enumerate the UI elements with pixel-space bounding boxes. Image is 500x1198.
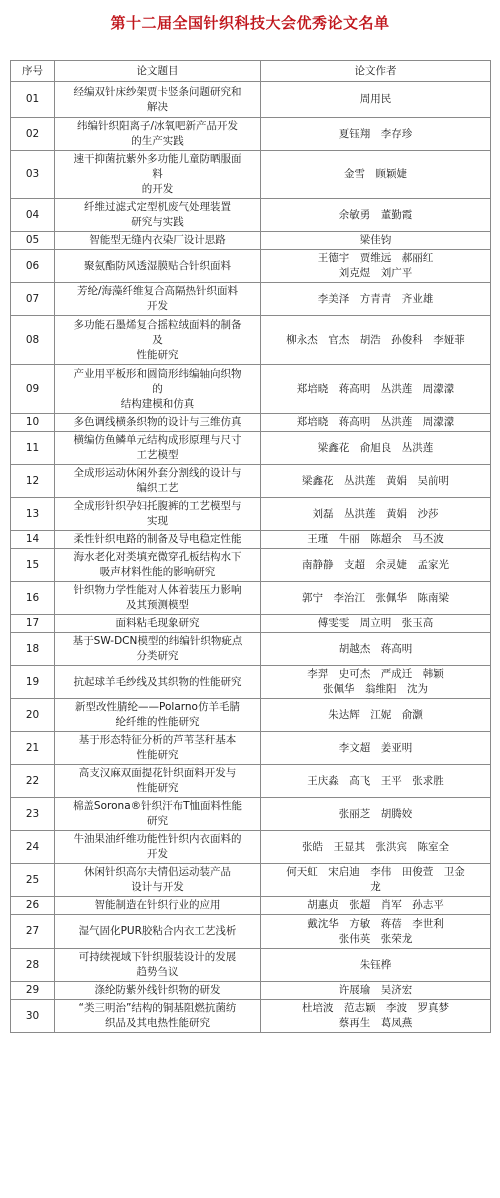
paper-title-line: 全成形运动休闲外套分割线的设计与	[73, 467, 242, 479]
row-number: 09	[11, 365, 55, 414]
row-number: 23	[11, 798, 55, 831]
row-number: 05	[11, 232, 55, 250]
table-row	[11, 151, 491, 199]
table-row	[11, 498, 491, 531]
paper-authors	[261, 915, 491, 949]
paper-title-line: 研究与实践	[131, 216, 184, 228]
authors-line: 王庆淼 高飞 王平 张求胜	[307, 774, 444, 787]
paper-title	[55, 549, 261, 582]
table-row	[11, 864, 491, 897]
table-row	[11, 1000, 491, 1033]
paper-authors	[261, 414, 491, 432]
row-number: 15	[11, 549, 55, 582]
paper-title-line: 实现	[147, 515, 168, 527]
table-row	[11, 982, 491, 1000]
row-number: 10	[11, 414, 55, 432]
paper-title-line: 新型改性腈纶——Polarno仿羊毛腈	[75, 701, 240, 713]
authors-line: 李文超 姜亚明	[338, 741, 413, 754]
table-row	[11, 365, 491, 414]
row-number: 04	[11, 199, 55, 232]
paper-title	[55, 915, 261, 949]
header-authors: 论文作者	[261, 61, 491, 82]
paper-title-line: 纬编针织阳离子/冰氧吧新产品开发	[76, 120, 239, 132]
paper-title-line: 速干抑菌抗紫外多功能儿童防晒服面	[73, 153, 242, 165]
paper-title	[55, 199, 261, 232]
authors-line: 张丽芝 胡腾姣	[338, 807, 413, 820]
paper-authors	[261, 666, 491, 699]
paper-title-line: 开发	[147, 300, 168, 312]
paper-title-line: 针织物力学性能对人体着装压力影响	[73, 584, 242, 596]
authors-line: 南静静 支超 余灵婕 孟家光	[302, 558, 449, 571]
paper-authors	[261, 465, 491, 498]
paper-title	[55, 82, 261, 118]
paper-authors	[261, 549, 491, 582]
row-number: 16	[11, 582, 55, 615]
paper-title	[55, 699, 261, 732]
authors-line: 周用民	[359, 93, 392, 105]
row-number: 29	[11, 982, 55, 1000]
paper-title-line: 涤纶防紫外线针织物的研发	[94, 984, 221, 996]
authors-line: 王德宇 贾维远 郝丽红	[317, 252, 434, 264]
paper-authors	[261, 633, 491, 666]
paper-authors	[261, 151, 491, 199]
row-number: 18	[11, 633, 55, 666]
paper-title	[55, 633, 261, 666]
authors-line: 刘克煜 刘广平	[338, 267, 413, 279]
table-row	[11, 897, 491, 915]
table-row	[11, 615, 491, 633]
paper-title	[55, 864, 261, 897]
row-number: 25	[11, 864, 55, 897]
paper-authors	[261, 316, 491, 365]
row-number: 13	[11, 498, 55, 531]
authors-line: 余敏勇 董勤霞	[338, 208, 413, 221]
row-number: 06	[11, 250, 55, 283]
authors-line: 夏钰翔 李存珍	[338, 127, 413, 140]
paper-title	[55, 414, 261, 432]
paper-title	[55, 798, 261, 831]
paper-title	[55, 1000, 261, 1033]
authors-line: 蔡再生 葛凤燕	[338, 1017, 413, 1029]
paper-title-line: 经编双针床纱架贾卡竖条问题研究和	[73, 85, 242, 98]
table-row	[11, 732, 491, 765]
header-paper-title: 论文题目	[55, 61, 261, 82]
row-number: 01	[11, 82, 55, 118]
paper-authors	[261, 232, 491, 250]
paper-title-line: 抗起球羊毛纱线及其织物的性能研究	[73, 675, 242, 688]
paper-title-line: 设计与开发	[131, 881, 184, 893]
row-number: 28	[11, 949, 55, 982]
paper-title	[55, 250, 261, 283]
row-number: 22	[11, 765, 55, 798]
paper-title-line: 工艺模型	[136, 449, 179, 461]
paper-title	[55, 949, 261, 982]
authors-line: 朱钰桦	[359, 958, 392, 971]
paper-authors	[261, 699, 491, 732]
paper-authors	[261, 765, 491, 798]
paper-title	[55, 365, 261, 414]
table-row	[11, 118, 491, 151]
authors-line: 王瑾 牛丽 陈超余 马丕波	[307, 533, 444, 545]
paper-title-line: 面料粘毛现象研究	[115, 617, 200, 629]
row-number: 11	[11, 432, 55, 465]
paper-title	[55, 615, 261, 633]
paper-authors	[261, 949, 491, 982]
authors-line: 张皓 王显其 张洪宾 陈室全	[302, 840, 449, 853]
row-number: 02	[11, 118, 55, 151]
authors-line: 金雪 顾颖婕	[344, 168, 407, 180]
table-row	[11, 82, 491, 118]
paper-title-line: 智能型无缝内衣染厂设计思路	[89, 234, 226, 246]
paper-title	[55, 732, 261, 765]
paper-authors	[261, 582, 491, 615]
paper-authors	[261, 831, 491, 864]
paper-title-line: 多功能石墨烯复合摇粒绒面料的制备	[73, 318, 242, 331]
paper-title-line: 高支汉麻双面提花针织面料开发与	[78, 767, 237, 779]
paper-title	[55, 151, 261, 199]
paper-authors	[261, 982, 491, 1000]
paper-title-line: 多色调线横条织物的设计与三维仿真	[73, 416, 242, 428]
authors-line: 龙	[370, 881, 381, 893]
authors-line: 戴沈华 方敏 蒋蓓 李世利	[307, 917, 444, 930]
paper-authors	[261, 365, 491, 414]
table-row	[11, 283, 491, 316]
paper-title-line: 的	[152, 382, 163, 395]
paper-authors	[261, 283, 491, 316]
paper-authors	[261, 199, 491, 232]
authors-line: 张佩华 翁维阳 沈为	[323, 683, 428, 695]
paper-title	[55, 765, 261, 798]
paper-title-line: 解决	[147, 100, 168, 113]
row-number: 21	[11, 732, 55, 765]
row-number: 03	[11, 151, 55, 199]
row-number: 27	[11, 915, 55, 949]
paper-title-line: 分类研究	[136, 650, 179, 662]
paper-title	[55, 897, 261, 915]
table-row	[11, 432, 491, 465]
paper-authors	[261, 498, 491, 531]
paper-authors	[261, 250, 491, 283]
paper-title-line: 可持续视域下针织服装设计的发展	[78, 951, 237, 963]
paper-title-line: 纤维过滤式定型机废气处理装置	[84, 201, 231, 213]
paper-authors	[261, 732, 491, 765]
paper-title-line: 性能研究	[136, 782, 179, 794]
paper-title-line: 编织工艺	[136, 482, 179, 494]
paper-title-line: 性能研究	[136, 348, 179, 361]
paper-title-line: “类三明治”结构的铜基阻燃抗菌纺	[78, 1002, 237, 1014]
paper-title-line: 基于SW-DCN模型的纬编针织物疵点	[72, 635, 243, 647]
paper-title-line: 开发	[147, 848, 168, 860]
paper-authors	[261, 798, 491, 831]
table-row	[11, 666, 491, 699]
table-row	[11, 633, 491, 666]
paper-title	[55, 982, 261, 1000]
authors-line: 李美泽 方青青 齐业雄	[317, 292, 434, 305]
authors-line: 梁佳钧	[359, 234, 392, 246]
row-number: 12	[11, 465, 55, 498]
table-header-row	[11, 61, 491, 82]
paper-title	[55, 498, 261, 531]
paper-title-line: 及其预测模型	[126, 599, 189, 611]
row-number: 07	[11, 283, 55, 316]
award-table	[10, 60, 491, 1033]
paper-title-line: 吸声材料性能的影响研究	[99, 566, 216, 578]
paper-title	[55, 432, 261, 465]
paper-title-line: 聚氨酯防风透湿膜贴合针织面料	[84, 259, 231, 272]
table-row	[11, 798, 491, 831]
paper-title-line: 智能制造在针织行业的应用	[94, 899, 221, 911]
table-row	[11, 949, 491, 982]
paper-title	[55, 582, 261, 615]
paper-title-line: 基于形态特征分析的芦苇茎秆基本	[78, 734, 237, 746]
paper-authors	[261, 82, 491, 118]
authors-line: 许展瑜 吴济宏	[338, 984, 413, 996]
row-number: 08	[11, 316, 55, 365]
paper-title	[55, 118, 261, 151]
paper-authors	[261, 432, 491, 465]
table-row	[11, 582, 491, 615]
row-number: 30	[11, 1000, 55, 1033]
paper-title	[55, 232, 261, 250]
paper-title	[55, 531, 261, 549]
paper-authors	[261, 615, 491, 633]
paper-title-line: 湿气固化PUR胶粘合内衣工艺浅析	[78, 925, 237, 937]
authors-line: 郭宁 李治江 张佩华 陈南梁	[302, 591, 449, 604]
paper-title-line: 产业用平板形和圆筒形纬编轴向织物	[73, 367, 242, 380]
authors-line: 胡惠贞 张超 肖军 孙志平	[307, 899, 444, 911]
paper-title-line: 的生产实践	[131, 135, 184, 147]
table-row	[11, 316, 491, 365]
authors-line: 梁鑫花 丛洪莲 黄娟 吴前明	[302, 474, 449, 487]
paper-title-line: 休闲针织高尔夫情侣运动装产品	[84, 866, 231, 878]
paper-title	[55, 831, 261, 864]
row-number: 26	[11, 897, 55, 915]
paper-authors	[261, 531, 491, 549]
page-title: 第十二届全国针织科技大会优秀论文名单	[110, 14, 390, 32]
paper-authors	[261, 1000, 491, 1033]
table-row	[11, 465, 491, 498]
row-number: 19	[11, 666, 55, 699]
table-row	[11, 549, 491, 582]
authors-line: 梁鑫花 俞旭良 丛洪莲	[317, 441, 434, 454]
paper-title-line: 的开发	[141, 183, 174, 195]
row-number: 20	[11, 699, 55, 732]
table-row	[11, 699, 491, 732]
paper-title-line: 芳纶/海藻纤维复合高隔热针织面料	[76, 285, 239, 297]
header-number: 序号	[11, 61, 55, 82]
table-row	[11, 199, 491, 232]
authors-line: 刘磊 丛洪莲 黄娟 沙莎	[312, 507, 439, 520]
paper-title	[55, 465, 261, 498]
paper-title	[55, 316, 261, 365]
paper-title-line: 柔性针织电路的制备及导电稳定性能	[73, 533, 242, 545]
authors-line: 张伟英 张荣龙	[338, 932, 413, 945]
paper-title	[55, 666, 261, 699]
authors-line: 郑培晓 蒋高明 丛洪莲 周濛濛	[296, 382, 455, 395]
row-number: 17	[11, 615, 55, 633]
paper-title-line: 全成形针织孕妇托腹裤的工艺模型与	[73, 500, 242, 512]
row-number: 14	[11, 531, 55, 549]
authors-line: 柳永杰 官杰 胡浩 孙俊科 李娅菲	[286, 333, 465, 346]
authors-line: 郑培晓 蒋高明 丛洪莲 周濛濛	[296, 416, 455, 428]
authors-line: 何天虹 宋启迪 李伟 田俊萱 卫金	[286, 866, 465, 878]
authors-line: 李羿 史可杰 严成迁 韩颖	[307, 668, 444, 680]
paper-authors	[261, 864, 491, 897]
table-row	[11, 831, 491, 864]
paper-title-line: 横编仿鱼鳞单元结构成形原理与尺寸	[73, 434, 242, 446]
paper-title-line: 性能研究	[136, 749, 179, 761]
row-number: 24	[11, 831, 55, 864]
authors-line: 胡越杰 蒋高明	[338, 642, 413, 655]
paper-title-line: 织品及其电热性能研究	[105, 1017, 210, 1029]
table-row	[11, 531, 491, 549]
paper-title-line: 结构建模和仿真	[120, 397, 195, 410]
table-row	[11, 765, 491, 798]
paper-title-line: 海水老化对类填充微穿孔板结构水下	[73, 551, 242, 563]
paper-authors	[261, 897, 491, 915]
paper-title-line: 棉盖Sorona®针织汗布T恤面料性能	[72, 800, 243, 812]
paper-title-line: 纶纤维的性能研究	[115, 716, 200, 728]
authors-line: 杜培波 范志颖 李波 罗真梦	[302, 1002, 449, 1014]
paper-title-line: 趋势刍议	[136, 966, 179, 978]
table-row	[11, 414, 491, 432]
paper-title-line: 及	[152, 333, 163, 346]
table-row	[11, 232, 491, 250]
paper-authors	[261, 118, 491, 151]
authors-line: 傅雯雯 周立明 张玉高	[317, 617, 434, 629]
paper-title-line: 研究	[147, 815, 168, 827]
authors-line: 朱达辉 江妮 俞灏	[328, 708, 423, 721]
table-row	[11, 250, 491, 283]
table-row	[11, 915, 491, 949]
paper-title-line: 料	[152, 168, 163, 180]
paper-title	[55, 283, 261, 316]
paper-title-line: 牛油果油纤维功能性针织内衣面料的	[73, 833, 242, 845]
